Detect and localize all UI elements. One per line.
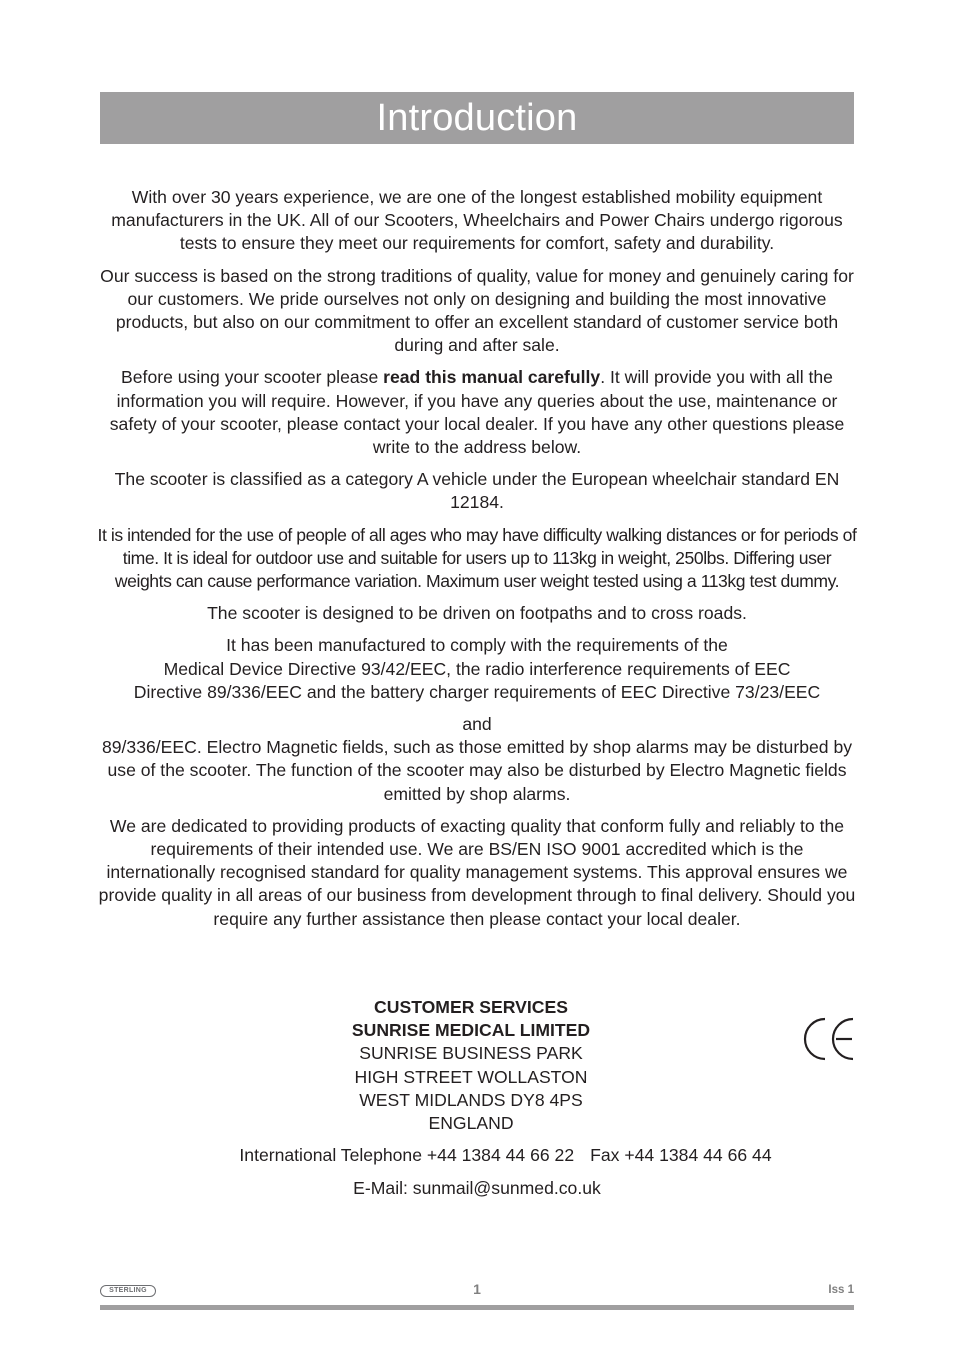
paragraph-footpaths: The scooter is designed to be driven on footpaths and to cross roads.	[207, 603, 747, 624]
sterling-logo: STERLING	[100, 1285, 156, 1297]
page-number: 1	[473, 1281, 481, 1297]
directives-line-1: It has been manufactured to comply with the requirements of the	[226, 635, 728, 656]
paragraph-read-manual	[96, 366, 858, 459]
read-manual-emphasis: read this manual carefully	[383, 367, 601, 388]
title-bar	[100, 92, 854, 144]
address-line-2: SUNRISE MEDICAL LIMITED	[351, 1020, 591, 1041]
email-text: E-Mail: sunmail@sunmed.co.uk	[353, 1178, 601, 1198]
address-line-1: CUSTOMER SERVICES	[374, 997, 568, 1017]
customer-services-address	[200, 996, 742, 1135]
paragraph-quality: We are dedicated to providing products of exacting quality that conform fully and reliably to the requirements of their intended use. We are BS/EN ISO 9001 accredited which is the internationally recognised standard for quality management systems. This approval ensures we provide quality in all areas of our business from development through to final delivery. Should you require any further assistance then please contact your local dealer.	[98, 815, 856, 929]
directives-line-3: Directive 89/336/EEC and the battery charger requirements of EEC Directive 73/23/EEC	[133, 681, 821, 702]
issue-label: Iss 1	[828, 1284, 854, 1296]
address-line-6: ENGLAND	[428, 1113, 514, 1134]
paragraph-success: Our success is based on the strong traditions of quality, value for money and genuinely caring for our customers. We pride ourselves not only on designing and building the most innovative products, but also on our commitment to offer an excellent standard of customer service both during and after sale.	[100, 265, 854, 356]
address-line-4: HIGH STREET WOLLASTON	[354, 1066, 588, 1087]
introduction-body	[96, 186, 858, 940]
directives-and: and	[462, 714, 492, 735]
page-title: Introduction	[376, 96, 578, 139]
address-line-5: WEST MIDLANDS DY8 4PS	[359, 1089, 583, 1110]
ce-mark-icon	[803, 1015, 855, 1063]
read-manual-text-after: . It will provide you with all the information you will require. However, if you have any queries about the use, maintenance or safety of your scooter, please contact your local dealer. If you have any other questions please write to the address below.	[109, 367, 845, 458]
contact-phone-fax	[100, 1144, 911, 1167]
telephone-text: International Telephone +44 1384 44 66 22	[239, 1145, 575, 1165]
footer-divider	[100, 1305, 854, 1310]
paragraph-directives	[96, 634, 858, 704]
address-line-3: SUNRISE BUSINESS PARK	[359, 1043, 583, 1064]
directives-line-2: Medical Device Directive 93/42/EEC, the radio interference requirements of EEC	[163, 658, 791, 679]
paragraph-experience: With over 30 years experience, we are one of the longest established mobility equipment manufacturers in the UK. All of our Scooters, Wheelchairs and Power Chairs undergo rigorous tests to ensure they meet our requirements for comfort, safety and durability.	[111, 187, 843, 254]
paragraph-classification: The scooter is classified as a category A vehicle under the European wheelchair standard EN 12184.	[114, 469, 840, 513]
read-manual-text-before: Before using your scooter please	[121, 367, 384, 388]
paragraph-intended-use: It is intended for the use of people of all ages who may have difficulty walking distances or for periods of time. It is ideal for outdoor use and suitable for users up to 113kg in weight, 250lbs. Differing user weights can cause performance variation. Maximum user weight tested using a 113kg test dummy.	[97, 524, 857, 592]
paragraph-electromagnetic: 89/336/EEC. Electro Magnetic fields, such as those emitted by shop alarms may be disturbed by use of the scooter. The function of the scooter may also be disturbed by Electro Magnetic fields emitted by shop alarms.	[101, 737, 853, 804]
fax-text: Fax +44 1384 44 66 44	[590, 1145, 772, 1165]
